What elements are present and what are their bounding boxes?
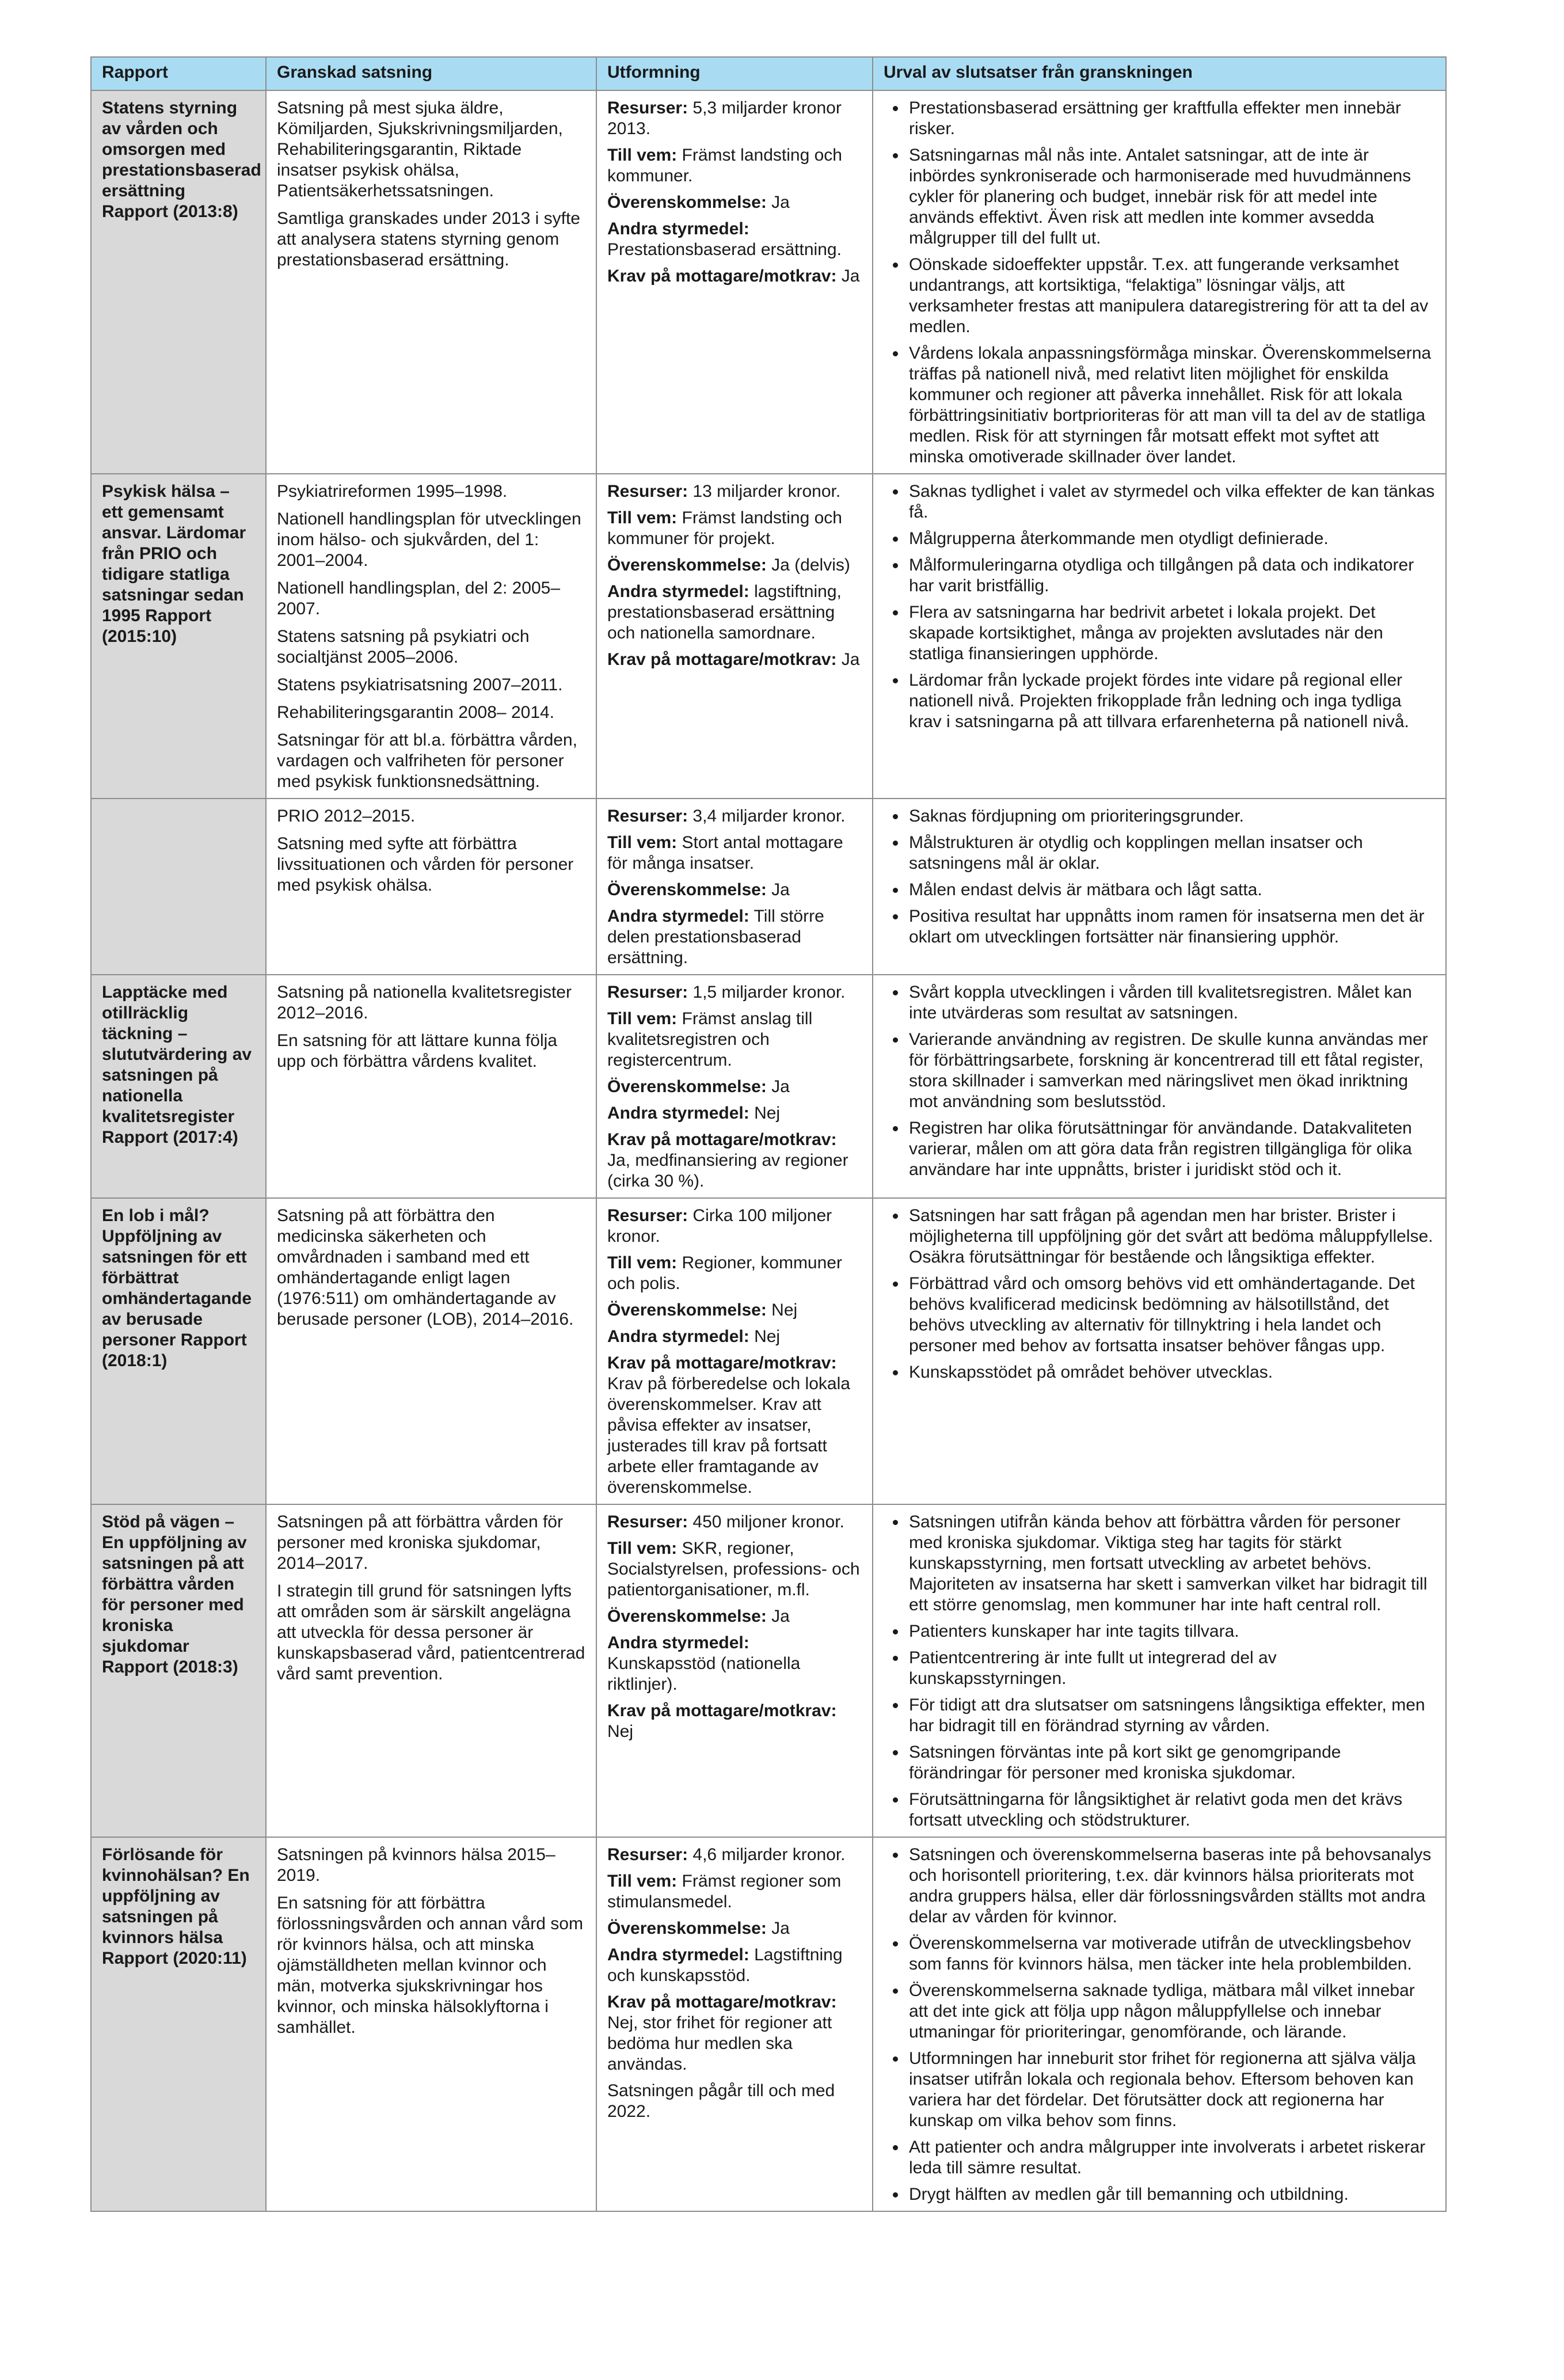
table-body [91,90,1446,2211]
satsning-paragraph: Statens satsning på psykiatri och socialtjänst 2005–2006. [277,627,530,667]
utformning-cell [596,90,873,474]
utformning-value: Prestationsbaserad ersättning. [607,240,842,259]
table-row [91,975,1446,1198]
list-item: • Förutsättningarna för långsiktighet är relativt goda men det krävs fortsatt utveckling och stödstrukturer. [907,1789,1435,1831]
slutsatser-list [884,1206,1435,1383]
table-row [91,1837,1446,2211]
utformning-value: Stort antal mottagare för många insatser. [607,833,843,873]
list-item: • För tidigt att dra slutsatser om satsningens långsiktiga effekter, men har bidragit till en förändrad styrning av vården. [907,1695,1435,1736]
utformning-value: Ja [766,1919,790,1938]
utformning-value: Ja, medfinansiering av regioner (cirka 30 %). [607,1151,848,1191]
utformning-item [607,98,862,139]
list-item: • Svårt koppla utvecklingen i vården till kvalitetsregistren. Målet kan inte utvärderas som resultat av satsningen. [907,982,1435,1024]
list-item: • Satsningen förväntas inte på kort sikt ge genomgripande förändringar för personer med kroniska sjukdomar. [907,1742,1435,1784]
list-item: • Förbättrad vård och omsorg behövs vid ett omhändertagande. Det behövs kvalificerad medicinsk bedömning av hälsotillstånd, det behövs utveckling av alternativ för tillnyktring i hela landet och personer med behov av fortsatta insatser behöver fångas upp. [907,1273,1435,1356]
utformning-key: Resurser: [607,807,688,826]
utformning-value: Nej [766,1301,798,1320]
utformning-item [607,1077,862,1097]
table-row [91,1504,1446,1837]
list-item: • Satsningarnas mål nås inte. Antalet satsningar, att de inte är inbördes synkroniserade och harmoniserade med huvudmännens cykler för planering och budget, innebär risk för att medel inte används effektivt. Även risk att medlen inte kommer avsedda målgrupper till del fullt ut. [907,145,1435,249]
list-item: • Positiva resultat har uppnåtts inom ramen för insatserna men det är oklart om utvecklingen fortsätter när finansiering upphör. [907,906,1435,948]
satsning-paragraph: Statens psykiatrisatsning 2007–2011. [277,675,563,694]
utformning-value: Till större delen prestationsbaserad ersättning. [607,907,824,967]
satsning-cell [266,90,596,474]
satsning-paragraph: I strategin till grund för satsningen lyfts att områden som är särskilt angelägna att utveckla för dessa personer är kunskapsbaserad vård, patientcentrerad vård samt prevention. [277,1581,585,1683]
satsning-paragraph: Nationell handlingsplan, del 2: 2005–2007. [277,579,561,618]
utformning-value: lagstiftning, prestationsbaserad ersättning och nationella samordnare. [607,582,842,642]
rapport-cell: Stöd på vägen – En uppföljning av satsningen på att förbättra vården för personer med kroniska sjukdomar Rapport (2018:3) [91,1504,266,1837]
list-item: • Överenskommelserna saknade tydliga, mätbara mål vilket innebar att det inte gick att följa upp någon måluppfyllelse och innebar utmaningar för prioriteringar, genomförande, och lärande. [907,1980,1435,2043]
utformning-key: Överenskommelse: [607,1301,767,1320]
utformning-key: Andra styrmedel: [607,1945,749,1964]
utformning-item [607,266,862,287]
rapport-cell: Statens styrning av vården och omsorgen med prestationsbaserad ersättning Rapport (2013:8) [91,90,266,474]
utformning-key: Resurser: [607,482,688,501]
table-row [91,90,1446,474]
list-item: • Varierande användning av registren. De skulle kunna användas mer för förbättringsarbete, forskning är koncentrerad till ett fåtal register, stora skillnader i samverkan med näringslivet men ökad inriktning mot användning som beslutsstöd. [907,1029,1435,1112]
list-item: • Patienters kunskaper har inte tagits tillvara. [907,1621,1435,1642]
utformning-value: Ja [766,1077,790,1096]
list-item: • Målgrupperna återkommande men otydligt definierade. [907,529,1435,549]
satsning-paragraph: Satsningen på kvinnors hälsa 2015–2019. [277,1845,555,1885]
utformning-item [607,1326,862,1347]
utformning-value: Nej [749,1104,781,1123]
utformning-item [607,2081,862,2122]
utformning-key: Överenskommelse: [607,1607,767,1626]
slutsatser-cell [873,1837,1446,2211]
slutsatser-list [884,481,1435,732]
utformning-value: Främst landsting och kommuner. [607,146,842,185]
utformning-value: Regioner, kommuner och polis. [607,1253,842,1293]
rapport-cell: Psykisk hälsa – ett gemensamt ansvar. Lärdomar från PRIO och tidigare statliga satsningar sedan 1995 Rapport (2015:10) [91,474,266,799]
list-item: • Satsningen och överenskommelserna baseras inte på behovsanalys och horisontell prioritering, t.ex. där kvinnors hälsa prioriterats mot andra gruppers hälsa, eller där förlossningsvården ställts mot andra delar av vården för kvinnor. [907,1845,1435,1927]
satsning-paragraph: Satsning på mest sjuka äldre, Kömiljarden, Sjukskrivningsmiljarden, Rehabiliteringsgarantin, Riktade insatser psykisk ohälsa, Patientsäkerhetssatsningen. [277,98,563,200]
utformning-key: Till vem: [607,1253,678,1272]
utformning-value: Ja (delvis) [766,556,850,575]
utformning-key: Överenskommelse: [607,880,767,899]
slutsatser-list [884,98,1435,467]
utformning-item [607,1130,862,1192]
slutsatser-list [884,1512,1435,1831]
utformning-key: Krav på mottagare/motkrav: [607,1130,837,1149]
utformning-item [607,649,862,670]
utformning-item [607,806,862,827]
header-slutsatser: Urval av slutsatser från granskningen [873,57,1446,90]
utformning-key: Till vem: [607,833,678,852]
utformning-key: Andra styrmedel: [607,219,749,238]
utformning-value: Nej [749,1327,781,1346]
utformning-item [607,1512,862,1533]
utformning-item [607,832,862,874]
header-utformning: Utformning [596,57,873,90]
slutsatser-cell [873,1504,1446,1837]
utformning-key: Överenskommelse: [607,556,767,575]
header-rapport: Rapport [91,57,266,90]
slutsatser-list [884,982,1435,1180]
utformning-value: 5,3 miljarder kronor 2013. [607,98,842,138]
utformning-key: Överenskommelse: [607,193,767,212]
utformning-cell [596,799,873,975]
list-item: • Överenskommelserna var motiverade utifrån de utvecklingsbehov som fanns för kvinnors hälsa, men täcker inte hela problembilden. [907,1933,1435,1975]
utformning-item [607,219,862,260]
utformning-value: 4,6 miljarder kronor. [688,1845,846,1864]
list-item: • Satsningen har satt frågan på agendan men har brister. Brister i möjligheterna till uppföljning gör det svårt att bedöma måluppfyllelse. Osäkra förutsättningar för bestående och långsiktiga effekter. [907,1206,1435,1268]
utformning-value: Nej, stor frihet för regioner att bedöma hur medlen ska användas. [607,2013,832,2074]
utformning-key: Krav på mottagare/motkrav: [607,650,837,669]
utformning-item [607,1918,862,1939]
utformning-key: Resurser: [607,1845,688,1864]
utformning-value: Ja [836,267,860,286]
utformning-key: Resurser: [607,983,688,1002]
list-item: • Satsningen utifrån kända behov att förbättra vården för personer med kroniska sjukdomar. Viktiga steg har tagits för stärkt kunskapsstyrning, men fortsatt utveckling av arbetet behövs. Majoriteten av insatserna har skett i samverkan vilket har bidragit till ett större genomslag, men kommuner har inte haft central roll. [907,1512,1435,1615]
satsning-paragraph: Satsning på att förbättra den medicinska säkerheten och omvårdnaden i samband med ett omhändertagande enligt lagen (1976:511) om omhändertagande av berusade personer (LOB), 2014–2016. [277,1206,574,1329]
utformning-value: Cirka 100 miljoner kronor. [607,1206,832,1246]
satsning-paragraph: Satsning på nationella kvalitetsregister 2012–2016. [277,983,572,1022]
list-item: • Flera av satsningarna har bedrivit arbetet i lokala projekt. Det skapade kortsiktighet, många av projekten avslutades när den statliga finansieringen upphörde. [907,602,1435,664]
utformning-value: 450 miljoner kronor. [688,1512,844,1531]
report-table [90,56,1447,2212]
satsning-paragraph: Satsningar för att bl.a. förbättra vården, vardagen och valfriheten för personer med psykisk funktionsnedsättning. [277,731,577,791]
utformning-item [607,508,862,549]
list-item: • Att patienter och andra målgrupper inte involverats i arbetet riskerar leda till sämre resultat. [907,2137,1435,2179]
list-item: • Oönskade sidoeffekter uppstår. T.ex. att fungerande verksamhet undantrangs, att kortsiktiga, “felaktiga” lösningar väljs, att verksamheter frestas att manipulera dataregistrering för att ta del av medlen. [907,254,1435,337]
satsning-paragraph: Satsning med syfte att förbättra livssituationen och vården för personer med psykisk ohälsa. [277,834,574,895]
utformning-key: Andra styrmedel: [607,907,749,926]
list-item: • Registren har olika förutsättningar för användande. Datakvaliteten varierar, målen om att göra data från registren tillgängliga för olika användare har inte uppnåtts, brister i juridiskt stöd och it. [907,1118,1435,1180]
list-item: • Lärdomar från lyckade projekt fördes inte vidare på regional eller nationell nivå. Projekten frikopplade från ledning och inga tydliga krav i satsningarna på att tillvara erfarenheterna på nationell nivå. [907,670,1435,732]
utformning-cell [596,1837,873,2211]
utformning-item [607,1538,862,1600]
utformning-key: Resurser: [607,1206,688,1225]
utformning-item [607,192,862,213]
slutsatser-list [884,806,1435,948]
satsning-cell [266,1837,596,2211]
utformning-item [607,1606,862,1627]
satsning-paragraph: Psykiatrireformen 1995–1998. [277,482,508,501]
utformning-item [607,1253,862,1294]
utformning-key: Krav på mottagare/motkrav: [607,267,837,286]
utformning-key: Överenskommelse: [607,1077,767,1096]
list-item: • Patientcentrering är inte fullt ut integrerad del av kunskapsstyrningen. [907,1648,1435,1689]
satsning-paragraph: Samtliga granskades under 2013 i syfte att analysera statens styrning genom prestationsbaserad ersättning. [277,209,580,269]
utformning-key: Till vem: [607,1009,678,1028]
satsning-paragraph: PRIO 2012–2015. [277,807,416,826]
slutsatser-cell [873,474,1446,799]
table-row [91,474,1446,799]
utformning-key: Andra styrmedel: [607,1104,749,1123]
satsning-paragraph: En satsning för att förbättra förlossningsvården och annan vård som rör kvinnors hälsa, och att minska ojämställdheten mellan kvinnor och män, motverka sjukskrivningar hos kvinnor, och minska hälsoklyftorna i samhället. [277,1894,583,2037]
slutsatser-cell [873,799,1446,975]
utformning-value: Främst anslag till kvalitetsregistren och registercentrum. [607,1009,813,1070]
utformning-item [607,1701,862,1742]
utformning-value: 1,5 miljarder kronor. [688,983,846,1002]
utformning-value: 3,4 miljarder kronor. [688,807,846,826]
satsning-cell [266,1198,596,1504]
utformning-value: 13 miljarder kronor. [688,482,841,501]
utformning-value: Ja [766,1607,790,1626]
utformning-cell [596,1504,873,1837]
list-item: • Prestationsbaserad ersättning ger kraftfulla effekter men innebär risker. [907,98,1435,139]
satsning-paragraph: Nationell handlingsplan för utvecklingen inom hälso- och sjukvården, del 1: 2001–2004. [277,510,581,570]
utformning-value: Nej [607,1722,634,1741]
rapport-cell [91,799,266,975]
utformning-key: Resurser: [607,98,688,117]
utformning-key: Överenskommelse: [607,1919,767,1938]
rapport-cell: En lob i mål? Uppföljning av satsningen för ett förbättrat omhändertagande av berusade personer Rapport (2018:1) [91,1198,266,1504]
utformning-value: SKR, regioner, Socialstyrelsen, professions- och patientorganisationer, m.fl. [607,1539,860,1599]
utformning-value: Ja [766,880,790,899]
utformning-value: Ja [766,193,790,212]
utformning-key: Till vem: [607,146,678,165]
satsning-cell [266,1504,596,1837]
utformning-value: Lagstiftning och kunskapsstöd. [607,1945,843,1985]
utformning-item [607,1633,862,1695]
satsning-cell [266,799,596,975]
satsning-paragraph: Rehabiliteringsgarantin 2008– 2014. [277,703,555,722]
utformning-item [607,481,862,502]
utformning-item [607,880,862,900]
satsning-paragraph: En satsning för att lättare kunna följa upp och förbättra vårdens kvalitet. [277,1031,557,1071]
utformning-value: Ja [836,650,860,669]
utformning-item [607,1353,862,1498]
slutsatser-list [884,1845,1435,2205]
utformning-item [607,906,862,968]
utformning-key: Krav på mottagare/motkrav: [607,1701,837,1720]
table-row [91,1198,1446,1504]
utformning-key: Till vem: [607,1872,678,1891]
utformning-key: Till vem: [607,1539,678,1558]
utformning-cell [596,975,873,1198]
rapport-cell: Förlösande för kvinnohälsan? En uppföljning av satsningen på kvinnors hälsa Rapport (2020:11) [91,1837,266,2211]
utformning-item [607,145,862,187]
list-item: • Utformningen har inneburit stor frihet för regionerna att själva välja insatser utifrån lokala och regionala behov. Eftersom behoven kan variera har det fördelar. Det förutsätter dock att regionerna har kunskap om vilka behov som finns. [907,2048,1435,2131]
utformning-item [607,1103,862,1124]
utformning-item [607,555,862,576]
utformning-value: Främst landsting och kommuner för projekt. [607,508,842,548]
utformning-key: Andra styrmedel: [607,582,749,601]
slutsatser-cell [873,90,1446,474]
rapport-cell: Lapptäcke med otillräcklig täckning – slututvärdering av satsningen på nationella kvalitetsregister Rapport (2017:4) [91,975,266,1198]
list-item: • Kunskapsstödet på området behöver utvecklas. [907,1362,1435,1383]
utformning-key: Krav på mottagare/motkrav: [607,1354,837,1373]
list-item: • Saknas fördjupning om prioriteringsgrunder. [907,806,1435,827]
utformning-value: Kunskapsstöd (nationella riktlinjer). [607,1654,801,1694]
slutsatser-cell [873,1198,1446,1504]
list-item: • Målstrukturen är otydlig och kopplingen mellan insatser och satsningens mål är oklar. [907,832,1435,874]
header-row [91,57,1446,90]
utformning-item [607,1871,862,1913]
utformning-key: Resurser: [607,1512,688,1531]
list-item: • Vårdens lokala anpassningsförmåga minskar. Överenskommelserna träffas på nationell nivå, med relativt liten möjlighet för enskilda kommuner och regioner att påverka innehållet. Risk för att lokala förbättringsinitiativ bortprioriteras för att man vill ta del av de statliga medlen. Risk för att styrningen får motsatt effekt mot syftet att minska omotiverade skillnader över landet. [907,343,1435,467]
utformning-cell [596,1198,873,1504]
utformning-item [607,1845,862,1865]
utformning-value: Krav på förberedelse och lokala överenskommelser. Krav att påvisa effekter av insatser, justerades till krav på fortsatt arbete eller framtagande av överenskommelse. [607,1374,850,1497]
utformning-value: Främst regioner som stimulansmedel. [607,1872,842,1911]
satsning-cell [266,474,596,799]
list-item: • Saknas tydlighet i valet av styrmedel och vilka effekter de kan tänkas få. [907,481,1435,523]
slutsatser-cell [873,975,1446,1198]
utformning-item [607,1992,862,2075]
utformning-key: Andra styrmedel: [607,1633,749,1652]
table-row [91,799,1446,975]
list-item: • Målen endast delvis är mätbara och lågt satta. [907,880,1435,900]
utformning-item [607,982,862,1003]
utformning-key: Krav på mottagare/motkrav: [607,1993,837,2012]
utformning-item [607,1009,862,1071]
utformning-item [607,1206,862,1247]
list-item: • Drygt hälften av medlen går till bemanning och utbildning. [907,2184,1435,2205]
satsning-paragraph: Satsningen på att förbättra vården för personer med kroniska sjukdomar, 2014–2017. [277,1512,563,1573]
utformning-item [607,1945,862,1986]
utformning-item [607,1300,862,1321]
header-granskad-satsning: Granskad satsning [266,57,596,90]
utformning-value: Satsningen pågår till och med 2022. [607,2081,835,2121]
utformning-cell [596,474,873,799]
utformning-item [607,581,862,644]
satsning-cell [266,975,596,1198]
utformning-key: Till vem: [607,508,678,527]
list-item: • Målformuleringarna otydliga och tillgången på data och indikatorer har varit bristfällig. [907,555,1435,596]
utformning-key: Andra styrmedel: [607,1327,749,1346]
